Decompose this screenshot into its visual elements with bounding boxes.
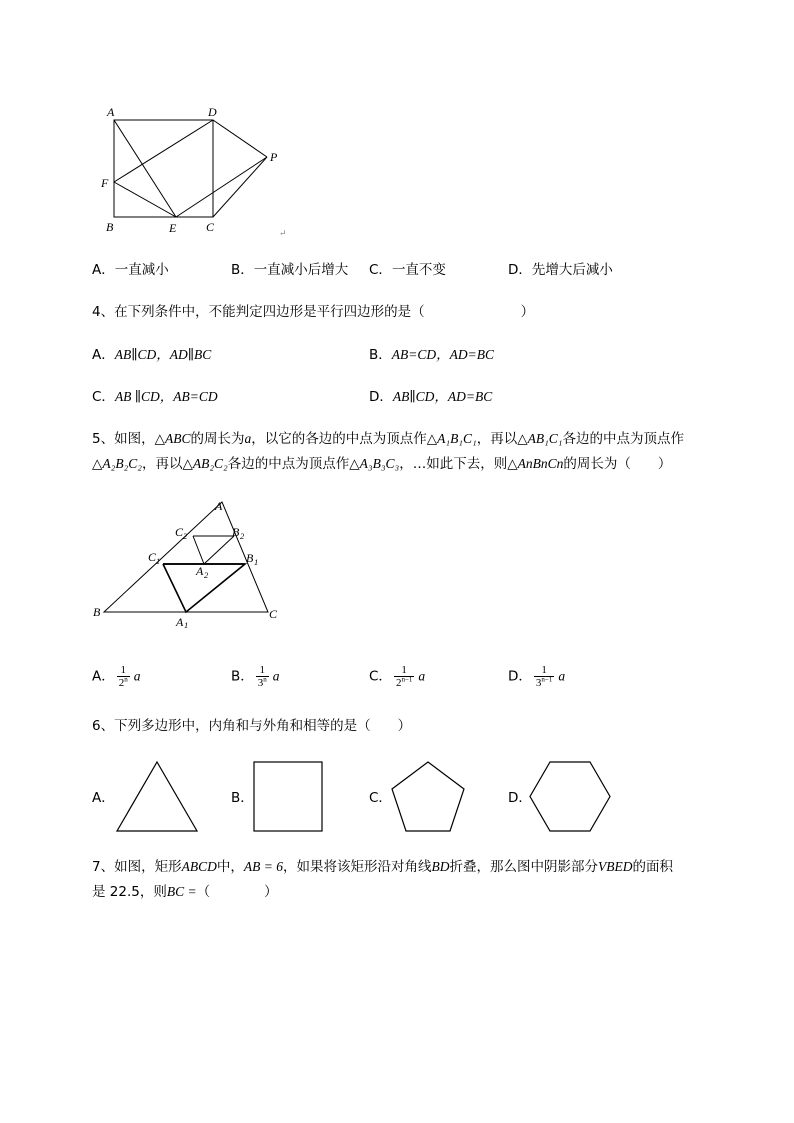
label-b: B	[93, 605, 101, 619]
q4-option-d[interactable]: D．AB∥CD，AD=BC	[369, 389, 493, 405]
triangle-icon[interactable]	[114, 760, 200, 834]
label-c1: C	[148, 550, 157, 564]
return-mark: ↵	[279, 228, 287, 238]
label-c: C	[269, 607, 278, 621]
label-a: A	[215, 499, 223, 513]
label-d: D	[208, 105, 217, 119]
segment-c2a2	[193, 536, 204, 564]
triangle-figure	[85, 495, 295, 630]
q5-option-d[interactable]: D． $\frac{1}{3^{n-1}}$ a	[508, 664, 566, 689]
q4-stem: 4、在下列条件中，不能判定四边形是平行四边形的是（ ）	[92, 304, 535, 320]
segment-ae	[114, 120, 176, 217]
q4-option-c[interactable]: C．AB ∥CD，AB=CD	[92, 389, 218, 405]
label-a: A	[107, 105, 115, 119]
svg-text:2: 2	[240, 531, 245, 541]
svg-text:2: 2	[204, 570, 209, 580]
label-a2: A	[196, 564, 204, 578]
q5-stem-line1: 5、如图，△ABC的周长为a，以它的各边的中点为顶点作△A₁B₁C₁，再以△AB₁C₁各边的中点为顶点作	[92, 431, 684, 447]
q7-stem-line1: 7、如图，矩形ABCD中，AB = 6，如果将该矩形沿对角线BD折叠，那么图中阴影部分VBED的面积	[92, 859, 673, 875]
label-f: F	[101, 176, 109, 190]
svg-text:1: 1	[184, 620, 189, 630]
q5-option-a[interactable]: A． $\frac{1}{2^n}$ a	[92, 664, 141, 689]
q5-option-c[interactable]: C． $\frac{1}{2^{n-1}}$ a	[369, 664, 426, 689]
pentagon-icon[interactable]	[389, 760, 467, 834]
label-b2: B	[232, 525, 240, 539]
fraction: $\frac{1}{3^n}$	[257, 664, 267, 689]
square-icon[interactable]	[252, 760, 326, 834]
q6-option-d-letter[interactable]: D．	[508, 790, 532, 806]
label-c: C	[206, 220, 215, 234]
triangle-abc	[104, 502, 268, 612]
svg-text:1: 1	[156, 556, 161, 566]
segment-b2a2	[204, 536, 234, 564]
q3-option-a[interactable]: A．一直减小	[92, 262, 169, 278]
segment-dp	[213, 120, 267, 157]
q6-option-c-letter[interactable]: C．	[369, 790, 392, 806]
svg-text:1: 1	[254, 557, 259, 567]
label-a1: A	[176, 615, 184, 629]
q5-option-b[interactable]: B． $\frac{1}{3^n}$ a	[231, 664, 280, 689]
q3-option-b[interactable]: B．一直减小后增大	[231, 262, 349, 278]
hexagon-icon[interactable]	[529, 760, 613, 834]
label-c2: C	[175, 525, 184, 539]
segment-fd	[114, 120, 213, 182]
fraction: $\frac{1}{3^{n-1}}$	[535, 664, 553, 689]
q5-stem-line2: △A₂B₂C₂，再以△AB₂C₂各边的中点为顶点作△A₃B₃C₃，…如此下去，则△AnBnCn的周长为（ ）	[92, 456, 672, 472]
label-b: B	[106, 220, 114, 234]
q3-option-d[interactable]: D．先增大后减小	[508, 262, 613, 278]
square-figure	[95, 100, 295, 240]
q6-option-b-letter[interactable]: B．	[231, 790, 254, 806]
fraction: $\frac{1}{2^n}$	[118, 664, 128, 689]
q4-option-b[interactable]: B．AB=CD，AD=BC	[369, 347, 494, 363]
fraction: $\frac{1}{2^{n-1}}$	[395, 664, 413, 689]
q7-stem-line2: 是 22.5，则BC =（ ）	[92, 884, 278, 900]
label-e: E	[169, 221, 177, 235]
q4-option-a[interactable]: A．AB∥CD，AD∥BC	[92, 347, 212, 363]
q6-option-a-letter[interactable]: A．	[92, 790, 115, 806]
svg-text:2: 2	[183, 531, 188, 541]
label-b1: B	[246, 551, 254, 565]
label-p: P	[270, 150, 278, 164]
q3-option-c[interactable]: C．一直不变	[369, 262, 446, 278]
q6-stem: 6、下列多边形中，内角和与外角和相等的是（ ）	[92, 718, 412, 734]
segment-fe	[114, 182, 176, 217]
